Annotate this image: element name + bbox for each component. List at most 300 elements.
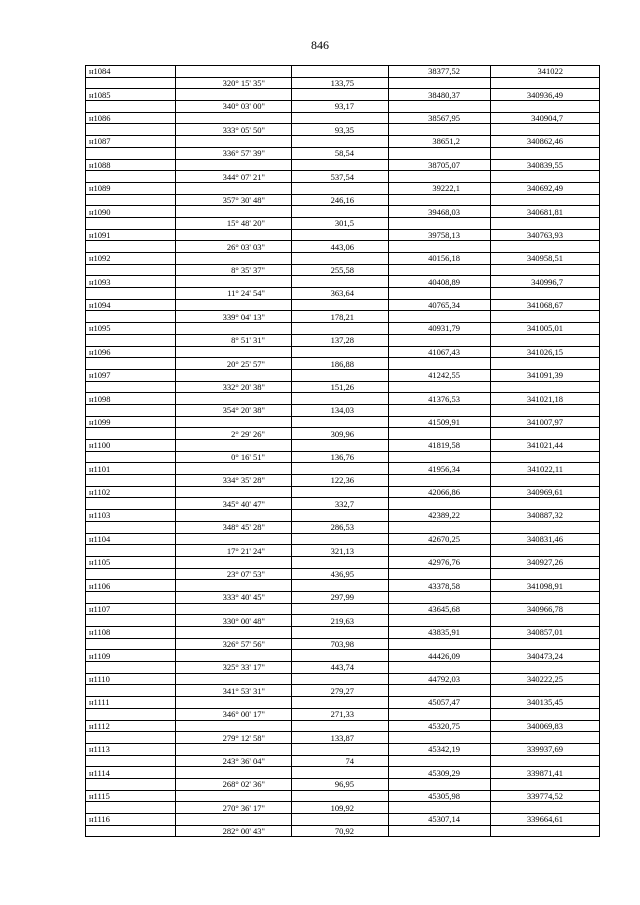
x-coordinate-cell: 44792,03 — [389, 673, 491, 685]
empty-cell — [292, 627, 389, 639]
x-coordinate-cell: 42389,22 — [389, 510, 491, 522]
direction-angle-cell: 15° 48' 20" — [176, 217, 292, 229]
point-row — [86, 299, 600, 311]
direction-angle-cell: 330° 00' 48" — [176, 615, 292, 627]
distance-cell: 136,76 — [292, 451, 389, 463]
empty-cell — [86, 428, 176, 440]
point-name-cell: н1104 — [86, 533, 176, 545]
coordinates-table-body — [86, 66, 600, 837]
direction-angle-cell: 11° 24' 54" — [176, 288, 292, 300]
empty-cell — [176, 276, 292, 288]
point-row — [86, 673, 600, 685]
empty-cell — [491, 288, 600, 300]
y-coordinate-cell: 340069,83 — [491, 720, 600, 732]
segment-row — [86, 101, 600, 113]
distance-cell: 133,87 — [292, 732, 389, 744]
empty-cell — [292, 556, 389, 568]
empty-cell — [389, 358, 491, 370]
y-coordinate-cell: 340692,49 — [491, 182, 600, 194]
direction-angle-cell: 2° 29' 26" — [176, 428, 292, 440]
point-row — [86, 556, 600, 568]
empty-cell — [86, 334, 176, 346]
empty-cell — [176, 767, 292, 779]
distance-cell: 703,98 — [292, 638, 389, 650]
distance-cell: 443,74 — [292, 662, 389, 674]
y-coordinate-cell: 340135,45 — [491, 697, 600, 709]
empty-cell — [292, 323, 389, 335]
direction-angle-cell: 26° 03' 03" — [176, 241, 292, 253]
empty-cell — [292, 767, 389, 779]
y-coordinate-cell: 340763,93 — [491, 229, 600, 241]
x-coordinate-cell: 39222,1 — [389, 182, 491, 194]
point-row — [86, 393, 600, 405]
direction-angle-cell: 341° 53' 31" — [176, 685, 292, 697]
x-coordinate-cell: 38567,95 — [389, 112, 491, 124]
point-row — [86, 136, 600, 148]
point-name-cell: н1085 — [86, 89, 176, 101]
x-coordinate-cell: 40931,79 — [389, 323, 491, 335]
empty-cell — [389, 147, 491, 159]
y-coordinate-cell: 340681,81 — [491, 206, 600, 218]
point-row — [86, 253, 600, 265]
empty-cell — [86, 662, 176, 674]
point-row — [86, 416, 600, 428]
empty-cell — [491, 638, 600, 650]
point-name-cell: н1109 — [86, 650, 176, 662]
segment-row — [86, 778, 600, 790]
distance-cell: 186,88 — [292, 358, 389, 370]
segment-row — [86, 475, 600, 487]
empty-cell — [176, 720, 292, 732]
segment-row — [86, 264, 600, 276]
empty-cell — [491, 521, 600, 533]
y-coordinate-cell: 340969,61 — [491, 486, 600, 498]
y-coordinate-cell: 340473,24 — [491, 650, 600, 662]
empty-cell — [86, 381, 176, 393]
empty-cell — [86, 101, 176, 113]
segment-row — [86, 288, 600, 300]
empty-cell — [292, 650, 389, 662]
empty-cell — [86, 568, 176, 580]
point-row — [86, 580, 600, 592]
x-coordinate-cell: 38480,37 — [389, 89, 491, 101]
point-name-cell: н1097 — [86, 369, 176, 381]
empty-cell — [389, 615, 491, 627]
segment-row — [86, 147, 600, 159]
y-coordinate-cell: 340966,78 — [491, 603, 600, 615]
direction-angle-cell: 270° 36' 17" — [176, 802, 292, 814]
empty-cell — [389, 638, 491, 650]
y-coordinate-cell: 341068,67 — [491, 299, 600, 311]
empty-cell — [389, 825, 491, 837]
empty-cell — [389, 334, 491, 346]
point-row — [86, 276, 600, 288]
distance-cell: 271,33 — [292, 708, 389, 720]
x-coordinate-cell: 39758,13 — [389, 229, 491, 241]
empty-cell — [491, 404, 600, 416]
empty-cell — [176, 206, 292, 218]
point-row — [86, 720, 600, 732]
segment-row — [86, 755, 600, 767]
empty-cell — [176, 743, 292, 755]
empty-cell — [86, 241, 176, 253]
distance-cell: 93,35 — [292, 124, 389, 136]
direction-angle-cell: 333° 05' 50" — [176, 124, 292, 136]
y-coordinate-cell: 340862,46 — [491, 136, 600, 148]
point-name-cell: н1101 — [86, 463, 176, 475]
empty-cell — [86, 591, 176, 603]
direction-angle-cell: 332° 20' 38" — [176, 381, 292, 393]
empty-cell — [491, 381, 600, 393]
empty-cell — [389, 521, 491, 533]
empty-cell — [176, 463, 292, 475]
point-row — [86, 369, 600, 381]
segment-row — [86, 591, 600, 603]
empty-cell — [176, 440, 292, 452]
point-row — [86, 89, 600, 101]
y-coordinate-cell: 339774,52 — [491, 790, 600, 802]
empty-cell — [491, 264, 600, 276]
empty-cell — [389, 591, 491, 603]
segment-row — [86, 451, 600, 463]
point-name-cell: н1111 — [86, 697, 176, 709]
empty-cell — [86, 732, 176, 744]
direction-angle-cell: 268° 02' 36" — [176, 778, 292, 790]
empty-cell — [176, 159, 292, 171]
point-name-cell: н1115 — [86, 790, 176, 802]
direction-angle-cell: 8° 35' 37" — [176, 264, 292, 276]
x-coordinate-cell: 40156,18 — [389, 253, 491, 265]
empty-cell — [86, 708, 176, 720]
empty-cell — [86, 358, 176, 370]
empty-cell — [491, 498, 600, 510]
segment-row — [86, 334, 600, 346]
point-name-cell: н1110 — [86, 673, 176, 685]
y-coordinate-cell: 339871,41 — [491, 767, 600, 779]
direction-angle-cell: 339° 04' 13" — [176, 311, 292, 323]
x-coordinate-cell: 41067,43 — [389, 346, 491, 358]
x-coordinate-cell: 38377,52 — [389, 66, 491, 78]
segment-row — [86, 194, 600, 206]
empty-cell — [86, 264, 176, 276]
empty-cell — [389, 685, 491, 697]
empty-cell — [491, 778, 600, 790]
point-name-cell: н1090 — [86, 206, 176, 218]
segment-row — [86, 404, 600, 416]
empty-cell — [491, 358, 600, 370]
segment-row — [86, 498, 600, 510]
y-coordinate-cell: 341091,39 — [491, 369, 600, 381]
empty-cell — [86, 521, 176, 533]
empty-cell — [86, 311, 176, 323]
point-name-cell: н1113 — [86, 743, 176, 755]
x-coordinate-cell: 39468,03 — [389, 206, 491, 218]
distance-cell: 297,99 — [292, 591, 389, 603]
empty-cell — [389, 311, 491, 323]
y-coordinate-cell: 340958,51 — [491, 253, 600, 265]
distance-cell: 122,36 — [292, 475, 389, 487]
empty-cell — [491, 217, 600, 229]
segment-row — [86, 825, 600, 837]
empty-cell — [86, 217, 176, 229]
x-coordinate-cell: 41376,53 — [389, 393, 491, 405]
distance-cell: 70,92 — [292, 825, 389, 837]
y-coordinate-cell: 340887,32 — [491, 510, 600, 522]
distance-cell: 332,7 — [292, 498, 389, 510]
x-coordinate-cell: 45320,75 — [389, 720, 491, 732]
point-name-cell: н1086 — [86, 112, 176, 124]
x-coordinate-cell: 41956,34 — [389, 463, 491, 475]
empty-cell — [86, 498, 176, 510]
distance-cell: 255,58 — [292, 264, 389, 276]
point-name-cell: н1093 — [86, 276, 176, 288]
empty-cell — [292, 369, 389, 381]
segment-row — [86, 638, 600, 650]
empty-cell — [86, 615, 176, 627]
point-name-cell: н1100 — [86, 440, 176, 452]
empty-cell — [292, 790, 389, 802]
empty-cell — [176, 510, 292, 522]
empty-cell — [389, 194, 491, 206]
empty-cell — [389, 802, 491, 814]
empty-cell — [292, 276, 389, 288]
empty-cell — [292, 743, 389, 755]
point-row — [86, 206, 600, 218]
empty-cell — [176, 346, 292, 358]
segment-row — [86, 428, 600, 440]
empty-cell — [86, 77, 176, 89]
empty-cell — [292, 510, 389, 522]
empty-cell — [389, 428, 491, 440]
empty-cell — [491, 591, 600, 603]
direction-angle-cell: 345° 40' 47" — [176, 498, 292, 510]
point-row — [86, 463, 600, 475]
direction-angle-cell: 8° 51' 31" — [176, 334, 292, 346]
point-row — [86, 650, 600, 662]
x-coordinate-cell: 45342,19 — [389, 743, 491, 755]
direction-angle-cell: 344° 07' 21" — [176, 171, 292, 183]
point-name-cell: н1091 — [86, 229, 176, 241]
empty-cell — [86, 404, 176, 416]
empty-cell — [292, 206, 389, 218]
empty-cell — [389, 288, 491, 300]
segment-row — [86, 615, 600, 627]
direction-angle-cell: 20° 25' 57" — [176, 358, 292, 370]
distance-cell: 537,54 — [292, 171, 389, 183]
segment-row — [86, 685, 600, 697]
distance-cell: 151,26 — [292, 381, 389, 393]
empty-cell — [491, 171, 600, 183]
empty-cell — [292, 814, 389, 826]
empty-cell — [176, 580, 292, 592]
empty-cell — [491, 124, 600, 136]
point-name-cell: н1099 — [86, 416, 176, 428]
direction-angle-cell: 333° 40' 45" — [176, 591, 292, 603]
segment-row — [86, 241, 600, 253]
point-row — [86, 486, 600, 498]
distance-cell: 219,63 — [292, 615, 389, 627]
empty-cell — [491, 311, 600, 323]
distance-cell: 321,13 — [292, 545, 389, 557]
x-coordinate-cell: 38651,2 — [389, 136, 491, 148]
point-row — [86, 229, 600, 241]
x-coordinate-cell: 45307,14 — [389, 814, 491, 826]
empty-cell — [86, 475, 176, 487]
point-name-cell: н1094 — [86, 299, 176, 311]
empty-cell — [176, 673, 292, 685]
segment-row — [86, 381, 600, 393]
empty-cell — [176, 89, 292, 101]
point-row — [86, 346, 600, 358]
empty-cell — [292, 697, 389, 709]
empty-cell — [292, 580, 389, 592]
point-name-cell: н1107 — [86, 603, 176, 615]
point-row — [86, 767, 600, 779]
empty-cell — [389, 101, 491, 113]
point-row — [86, 697, 600, 709]
empty-cell — [176, 790, 292, 802]
point-row — [86, 66, 600, 78]
direction-angle-cell: 334° 35' 28" — [176, 475, 292, 487]
x-coordinate-cell: 43835,91 — [389, 627, 491, 639]
empty-cell — [292, 440, 389, 452]
segment-row — [86, 358, 600, 370]
distance-cell: 279,27 — [292, 685, 389, 697]
coordinates-table-container — [85, 65, 599, 837]
empty-cell — [292, 720, 389, 732]
direction-angle-cell: 243° 36' 04" — [176, 755, 292, 767]
empty-cell — [491, 475, 600, 487]
x-coordinate-cell: 42976,76 — [389, 556, 491, 568]
direction-angle-cell: 340° 03' 00" — [176, 101, 292, 113]
empty-cell — [389, 498, 491, 510]
distance-cell: 133,75 — [292, 77, 389, 89]
empty-cell — [491, 545, 600, 557]
empty-cell — [491, 662, 600, 674]
empty-cell — [292, 66, 389, 78]
empty-cell — [491, 194, 600, 206]
point-name-cell: н1084 — [86, 66, 176, 78]
x-coordinate-cell: 43645,68 — [389, 603, 491, 615]
segment-row — [86, 708, 600, 720]
empty-cell — [176, 556, 292, 568]
empty-cell — [176, 533, 292, 545]
direction-angle-cell: 23° 07' 53" — [176, 568, 292, 580]
distance-cell: 134,03 — [292, 404, 389, 416]
empty-cell — [491, 428, 600, 440]
empty-cell — [176, 369, 292, 381]
x-coordinate-cell: 45057,47 — [389, 697, 491, 709]
empty-cell — [86, 802, 176, 814]
empty-cell — [176, 112, 292, 124]
distance-cell: 246,16 — [292, 194, 389, 206]
empty-cell — [292, 603, 389, 615]
x-coordinate-cell: 44426,09 — [389, 650, 491, 662]
y-coordinate-cell: 340222,25 — [491, 673, 600, 685]
empty-cell — [292, 159, 389, 171]
point-row — [86, 510, 600, 522]
empty-cell — [292, 229, 389, 241]
empty-cell — [292, 253, 389, 265]
distance-cell: 286,53 — [292, 521, 389, 533]
empty-cell — [176, 814, 292, 826]
empty-cell — [86, 638, 176, 650]
empty-cell — [292, 533, 389, 545]
y-coordinate-cell: 341021,18 — [491, 393, 600, 405]
empty-cell — [389, 568, 491, 580]
empty-cell — [176, 650, 292, 662]
segment-row — [86, 545, 600, 557]
direction-angle-cell: 325° 33' 17" — [176, 662, 292, 674]
x-coordinate-cell: 41242,55 — [389, 369, 491, 381]
distance-cell: 74 — [292, 755, 389, 767]
empty-cell — [292, 136, 389, 148]
empty-cell — [389, 381, 491, 393]
x-coordinate-cell: 40408,89 — [389, 276, 491, 288]
y-coordinate-cell: 340904,7 — [491, 112, 600, 124]
empty-cell — [176, 697, 292, 709]
empty-cell — [86, 825, 176, 837]
empty-cell — [86, 451, 176, 463]
empty-cell — [86, 778, 176, 790]
empty-cell — [389, 475, 491, 487]
x-coordinate-cell: 42670,25 — [389, 533, 491, 545]
point-name-cell: н1116 — [86, 814, 176, 826]
point-row — [86, 603, 600, 615]
empty-cell — [86, 124, 176, 136]
empty-cell — [292, 112, 389, 124]
point-row — [86, 323, 600, 335]
empty-cell — [86, 147, 176, 159]
empty-cell — [292, 463, 389, 475]
empty-cell — [491, 451, 600, 463]
y-coordinate-cell: 340857,01 — [491, 627, 600, 639]
y-coordinate-cell: 341098,91 — [491, 580, 600, 592]
distance-cell: 58,54 — [292, 147, 389, 159]
empty-cell — [86, 545, 176, 557]
empty-cell — [491, 802, 600, 814]
segment-row — [86, 568, 600, 580]
y-coordinate-cell: 340831,46 — [491, 533, 600, 545]
distance-cell: 109,92 — [292, 802, 389, 814]
segment-row — [86, 124, 600, 136]
point-name-cell: н1106 — [86, 580, 176, 592]
y-coordinate-cell: 341007,97 — [491, 416, 600, 428]
point-row — [86, 533, 600, 545]
y-coordinate-cell: 339937,69 — [491, 743, 600, 755]
direction-angle-cell: 282° 00' 43" — [176, 825, 292, 837]
empty-cell — [176, 299, 292, 311]
direction-angle-cell: 346° 00' 17" — [176, 708, 292, 720]
empty-cell — [176, 229, 292, 241]
point-name-cell: н1088 — [86, 159, 176, 171]
y-coordinate-cell: 339664,61 — [491, 814, 600, 826]
x-coordinate-cell: 45309,29 — [389, 767, 491, 779]
empty-cell — [292, 182, 389, 194]
empty-cell — [86, 194, 176, 206]
distance-cell: 96,95 — [292, 778, 389, 790]
point-name-cell: н1102 — [86, 486, 176, 498]
empty-cell — [389, 708, 491, 720]
empty-cell — [491, 77, 600, 89]
point-row — [86, 440, 600, 452]
point-name-cell: н1112 — [86, 720, 176, 732]
point-row — [86, 182, 600, 194]
distance-cell: 436,95 — [292, 568, 389, 580]
segment-row — [86, 732, 600, 744]
direction-angle-cell: 0° 16' 51" — [176, 451, 292, 463]
y-coordinate-cell: 340996,7 — [491, 276, 600, 288]
